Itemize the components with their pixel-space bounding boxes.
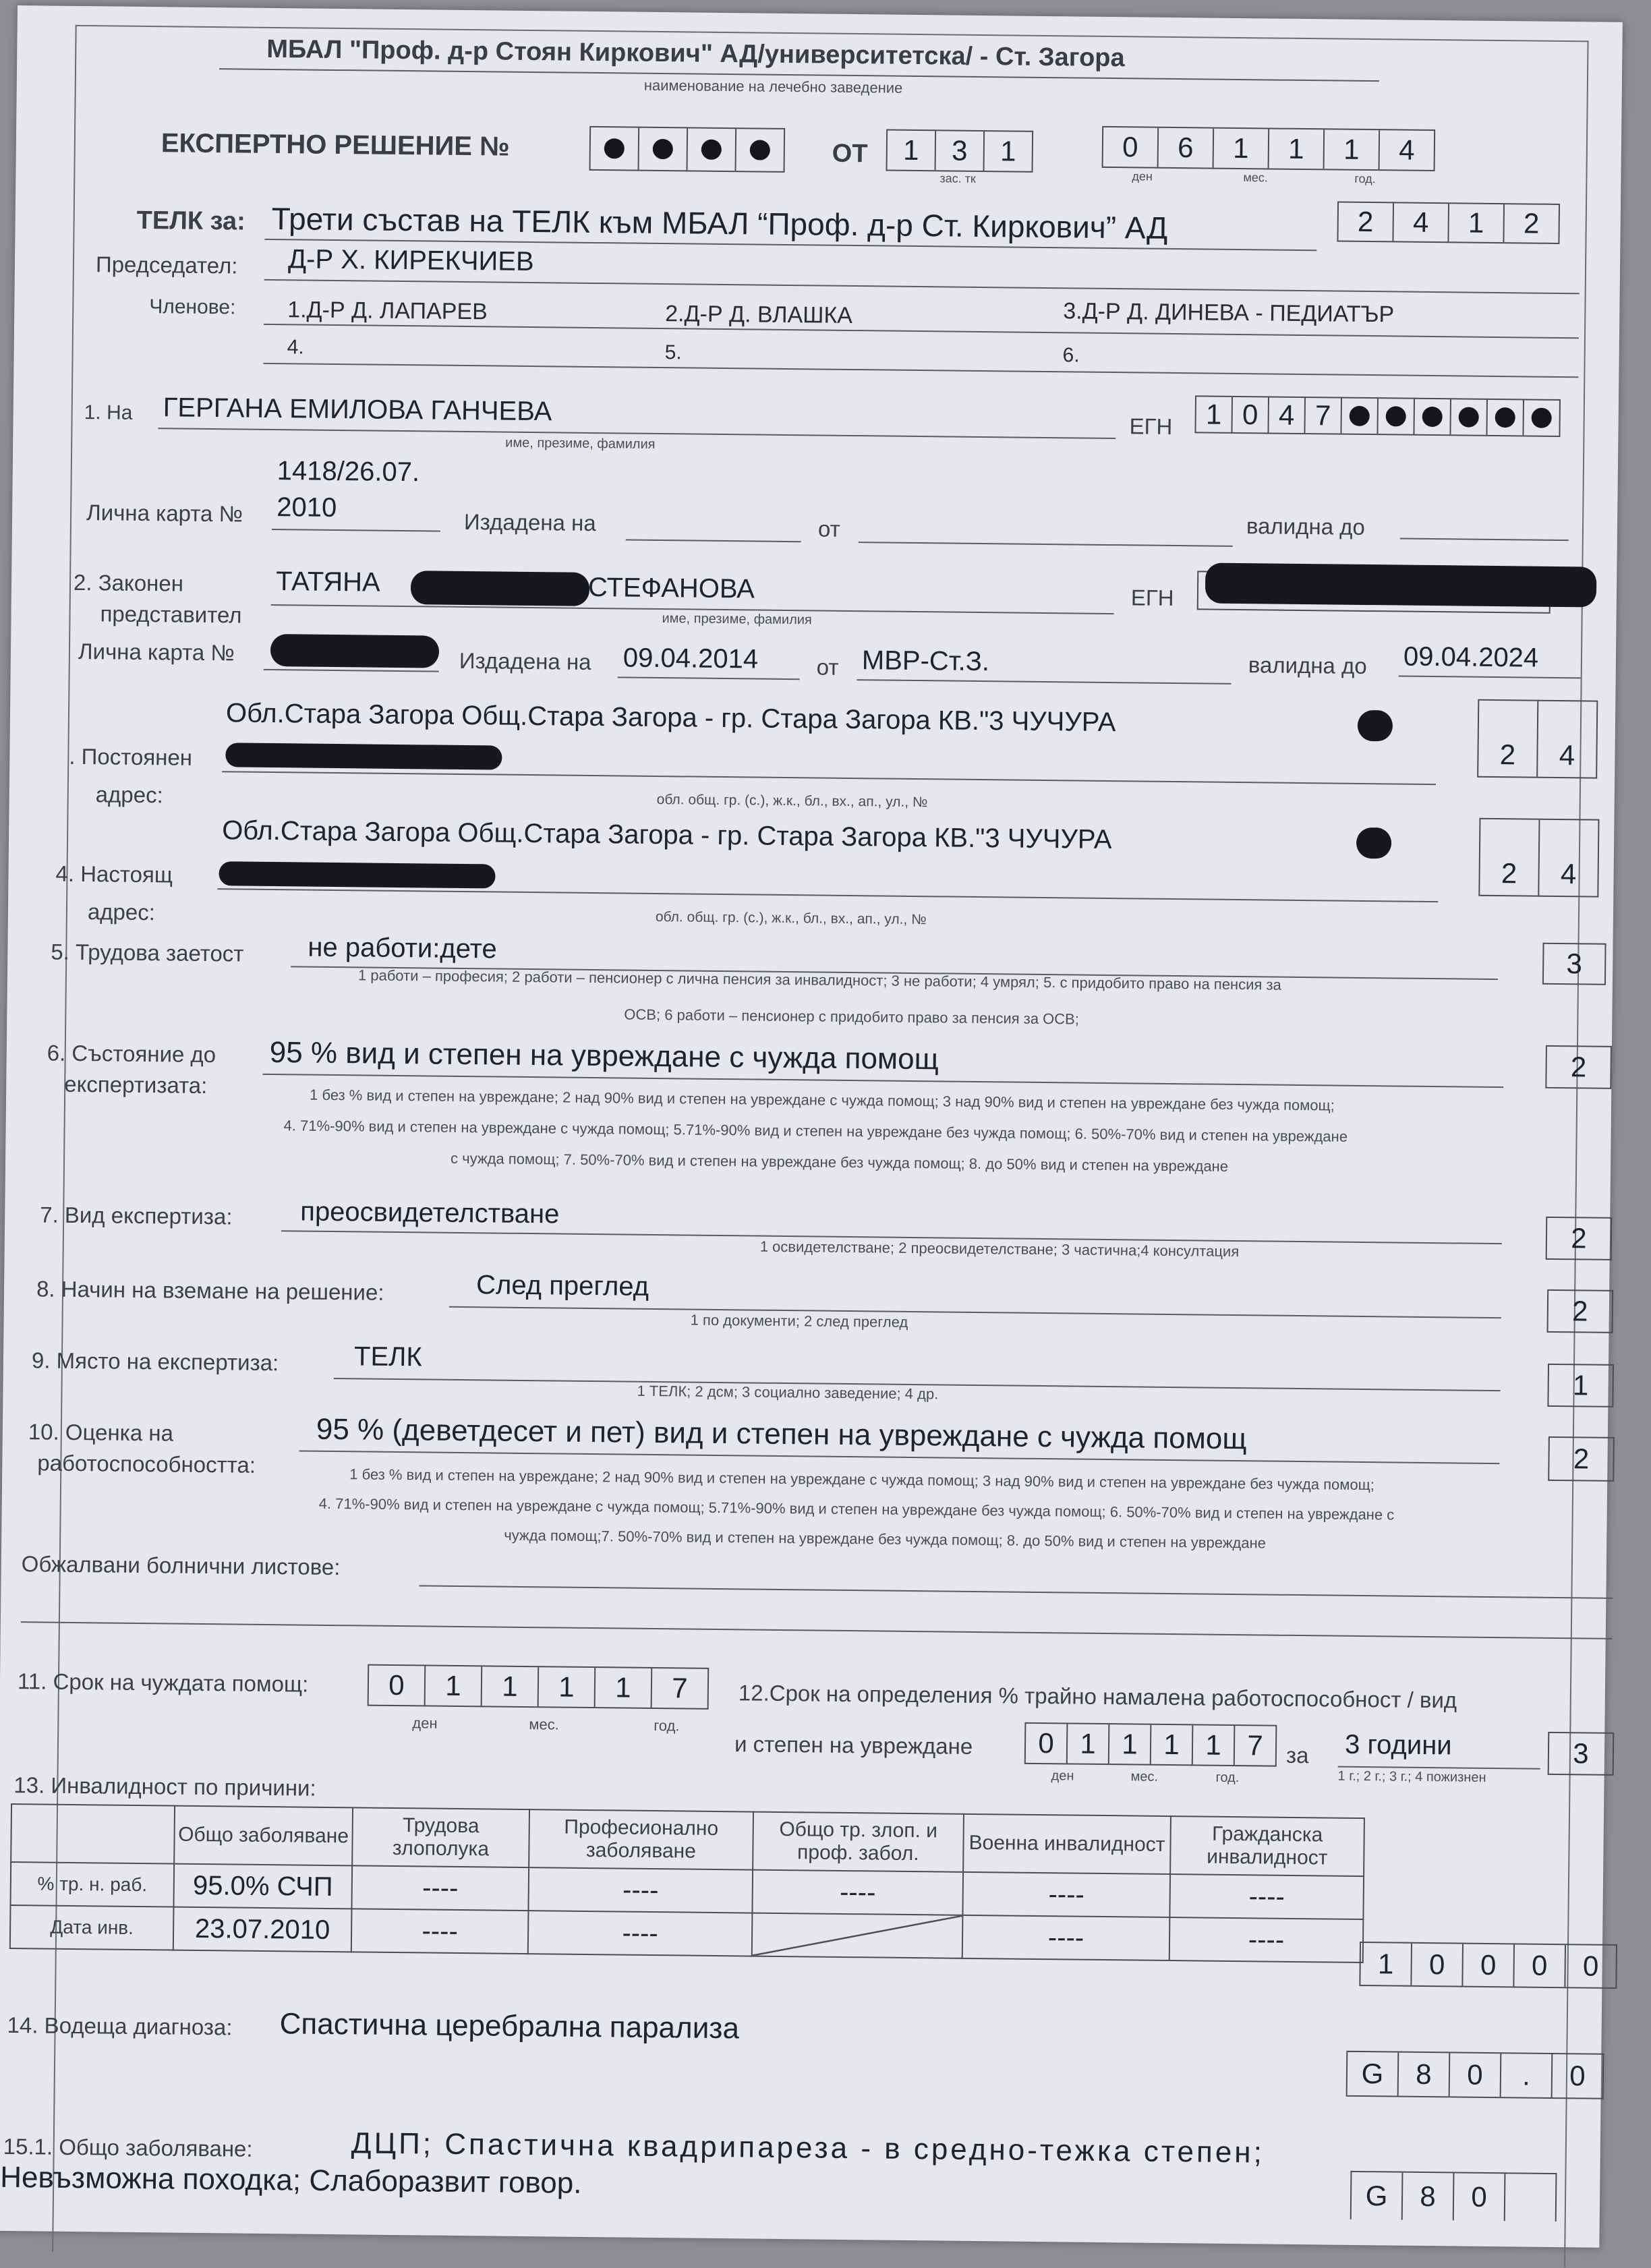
redacted-digit: [1459, 407, 1479, 427]
chairman-name: Д-Р Х. КИРЕКЧИЕВ: [287, 244, 534, 277]
date-caption-month: мес.: [1243, 171, 1268, 185]
disability-code-box: 1 0 0 0 0: [1359, 1942, 1617, 1989]
table-cell: ----: [962, 1915, 1170, 1960]
representative-egn-label: ЕГН: [1130, 585, 1174, 611]
table-cell: 95.0% СЧП: [173, 1864, 352, 1909]
determination-caption-day: ден: [1051, 1768, 1074, 1784]
person-from-label: от: [817, 516, 840, 542]
expertise-type-legend: 1 освидетелстване; 2 преосвидетелстване; 3 частична;4 консултация: [759, 1238, 1240, 1260]
header-combined: Общо тр. злоп. и проф. забол.: [753, 1812, 964, 1872]
decision-date-box: 0 6 1 1 1 4: [1102, 126, 1436, 171]
person-egn-box: 1 0 4 7: [1194, 395, 1561, 437]
institution-name: МБАЛ "Проф. д-р Стоян Киркович" АД/университетска/ - Ст. Загора: [266, 34, 1125, 73]
redacted-egn: [1205, 562, 1597, 607]
representative-label-2: представител: [100, 601, 242, 628]
work-capacity-legend-2: 4. 71%-90% вид и степен на увреждане с чужда помощ; 5.71%-90% вид и степен на увреждане без чужда помощ; 6. 50%-70% вид и степен на увреждане с: [318, 1494, 1395, 1523]
representative-issued-on: 09.04.2014: [622, 643, 759, 674]
redacted-digit: [1495, 407, 1515, 428]
table-cell: ----: [752, 1870, 963, 1915]
person-name-caption: име, презиме, фамилия: [505, 435, 656, 452]
employment-code-box: 3: [1542, 943, 1606, 985]
current-label-2: адрес:: [87, 899, 156, 925]
member-1: 1.Д-Р Д. ЛАПАРЕВ: [287, 297, 488, 325]
redacted-middle-name: [411, 571, 590, 606]
representative-issued-label: Издадена на: [459, 647, 591, 674]
telk-label: ТЕЛК за:: [136, 206, 246, 236]
redacted-current-number: [1356, 827, 1391, 859]
permanent-code-box: 2 4: [1477, 699, 1598, 779]
table-cell: ----: [962, 1872, 1170, 1917]
person-name: ГЕРГАНА ЕМИЛОВА ГАНЧЕВА: [163, 392, 552, 427]
decision-method-code-box: 2: [1547, 1289, 1614, 1333]
redacted-digit: [750, 140, 770, 160]
work-capacity-code-box: 2: [1548, 1436, 1615, 1482]
determination-period-legend: 1 г.; 2 г.; 3 г.; 4 пожизнен: [1337, 1768, 1486, 1785]
work-capacity-label-2: работоспособността:: [37, 1450, 256, 1478]
person-egn-label: ЕГН: [1129, 413, 1173, 439]
header-general-disease: Общо заболяване: [174, 1806, 353, 1866]
redacted-digit: [1532, 408, 1552, 428]
current-caption: обл. общ. гр. (с.), ж.к., бл., вх., ап., ул., №: [655, 908, 927, 928]
state-legend-2: 4. 71%-90% вид и степен на увреждане с чужда помощ; 5.71%-90% вид и степен на увреждане без чужда помощ; 6. 50%-70% вид и степен на увреждане: [283, 1117, 1348, 1145]
permanent-address: Обл.Стара Загора Общ.Стара Загора - гр. Стара Загора КВ."3 ЧУЧУРА: [225, 698, 1116, 738]
determination-term-box: 0 1 1 1 1 7: [1024, 1722, 1277, 1767]
state-legend-3: с чужда помощ; 7. 50%-70% вид и степен на увреждане без чужда помощ; 8. до 50% вид и степен на увреждане: [451, 1149, 1229, 1175]
assistance-term-box: 0 1 1 1 1 7: [368, 1664, 709, 1710]
telk-code-box: 2 4 1 2: [1337, 202, 1560, 244]
determination-caption-month: мес.: [1130, 1769, 1159, 1784]
session-caption: зас. тк: [939, 171, 976, 185]
permanent-label-1: . Постоянен: [69, 743, 193, 770]
employment-legend-1: 1 работи – професия; 2 работи – пенсионер с лична пенсия за инвалидност; 3 не работи; 4 умрял; 5. с придобито право на пенсия за: [357, 966, 1281, 993]
state-value: 95 % вид и степен на увреждане с чужда помощ: [269, 1036, 939, 1076]
redacted-digit: [653, 139, 673, 159]
person-valid-label: валидна до: [1246, 513, 1366, 540]
expertise-place-label: 9. Място на експертиза:: [31, 1347, 279, 1376]
expertise-type-value: преосвидетелстване: [300, 1196, 560, 1229]
table-cell: ----: [351, 1865, 529, 1911]
representative-id-label: Лична карта №: [78, 638, 235, 666]
current-label-1: 4. Настоящ: [55, 861, 173, 888]
redacted-digit: [1350, 406, 1370, 426]
work-capacity-legend-3: чужда помощ;7. 50%-70% вид и степен на увреждане без чужда помощ; 8. до 50% вид и степен на увреждане: [504, 1526, 1267, 1552]
general-disease-code-box: G 8 0: [1350, 2171, 1557, 2221]
row-label-date: Дата инв.: [10, 1905, 174, 1950]
document-sheet: [0, 5, 1623, 2248]
permanent-caption: обл. общ. гр. (с.), ж.к., бл., вх., ап., ул., №: [656, 791, 928, 811]
expertise-type-label: 7. Вид експертиза:: [40, 1202, 233, 1229]
state-label-1: 6. Състояние до: [47, 1040, 216, 1068]
person-label: 1. На: [84, 401, 133, 424]
member-5: 5.: [664, 341, 682, 364]
date-caption-year: год.: [1354, 171, 1376, 186]
general-disease-label: 15.1. Общо заболяване:: [3, 2133, 253, 2161]
person-id-line1: 1418/26.07.: [277, 456, 420, 488]
employment-value: не работи:дете: [308, 932, 497, 964]
disability-table: [9, 1803, 1365, 1963]
state-code-box: 2: [1545, 1045, 1612, 1089]
representative-last-name: СТЕФАНОВА: [587, 572, 755, 604]
permanent-label-2: адрес:: [95, 782, 163, 808]
session-number-box: 1 3 1: [886, 129, 1033, 172]
representative-valid-until: 09.04.2024: [1403, 641, 1539, 673]
determination-code-box: 3: [1548, 1732, 1615, 1776]
diagnosis-code-box: G 8 0 . 0: [1346, 2051, 1604, 2099]
representative-name-caption: име, презиме, фамилия: [662, 611, 812, 628]
header-work-accident: Трудова злополука: [352, 1807, 529, 1867]
redacted-digit: [1422, 407, 1443, 427]
members-label: Членове:: [149, 295, 236, 319]
state-label-2: експертизата:: [64, 1071, 208, 1099]
diagnosis-label: 14. Водеща диагноза:: [7, 2012, 233, 2040]
member-2: 2.Д-Р Д. ВЛАШКА: [665, 301, 853, 328]
redacted-digit: [1386, 406, 1406, 426]
employment-legend-2: ОСВ; 6 работи – пенсионер с придобито право за пенсия за ОСВ;: [624, 1006, 1080, 1028]
expertise-place-value: ТЕЛК: [353, 1341, 422, 1372]
determination-caption-year: год.: [1215, 1770, 1240, 1786]
general-disease-text-2: Невъзможна походка; Слаборазвит говор.: [0, 2160, 582, 2200]
decision-number-box: [589, 126, 785, 173]
appealed-label: Обжалвани болнични листове:: [21, 1551, 341, 1580]
assistance-caption-year: год.: [654, 1717, 680, 1735]
work-capacity-legend-1: 1 без % вид и степен на увреждане; 2 над 90% вид и степен на увреждане с чужда помощ; 3 над 90% вид и степен на увреждане без чужда помощ;: [349, 1465, 1375, 1494]
member-6: 6.: [1062, 344, 1080, 367]
diagnosis-value: Спастична церебрална парализа: [279, 2007, 740, 2045]
decision-method-legend: 1 по документи; 2 след преглед: [690, 1311, 908, 1331]
table-cell: ----: [528, 1911, 753, 1956]
decision-method-label: 8. Начин на вземане на решение:: [36, 1276, 384, 1305]
redacted-digit: [701, 140, 722, 160]
chairman-label: Председател:: [95, 252, 238, 279]
table-cell: ----: [528, 1867, 753, 1913]
assistance-term-label: 11. Срок на чуждата помощ:: [17, 1668, 309, 1697]
decision-method-value: След преглед: [475, 1270, 649, 1302]
redacted-permanent-street: [225, 743, 502, 769]
determination-period: 3 години: [1344, 1729, 1452, 1761]
person-id-line2: 2010: [276, 492, 337, 523]
table-cell: ----: [351, 1909, 529, 1954]
representative-valid-label: валидна до: [1248, 652, 1367, 679]
assistance-caption-month: мес.: [529, 1716, 559, 1733]
expertise-type-code-box: 2: [1546, 1217, 1613, 1260]
decision-title: ЕКСПЕРТНО РЕШЕНИЕ №: [161, 128, 510, 162]
state-legend-1: 1 без % вид и степен на увреждане; 2 над 90% вид и степен на увреждане с чужда помощ; 3 над 90% вид и степен на увреждане без чужда помощ;: [309, 1086, 1335, 1114]
member-4: 4.: [287, 336, 304, 359]
redacted-digit: [604, 138, 625, 158]
redacted-permanent-number: [1358, 710, 1393, 742]
table-cell-crossed: [752, 1913, 963, 1958]
employment-label: 5. Трудова заетост: [51, 939, 244, 966]
redacted-id-number: [270, 634, 439, 668]
expertise-place-code-box: 1: [1547, 1364, 1614, 1407]
representative-issued-by: МВР-Ст.З.: [861, 645, 990, 677]
person-id-label: Лична карта №: [86, 500, 243, 527]
row-label-percent: % тр. н. раб.: [10, 1862, 174, 1907]
general-disease-text-1: ДЦП; Спастична квадрипареза - в средно-тежка степен;: [351, 2126, 1265, 2170]
determination-term-label-1: 12.Срок на определения % трайно намалена работоспособност / вид: [738, 1680, 1457, 1713]
expertise-place-legend: 1 ТЕЛК; 2 дсм; 3 социално заведение; 4 др.: [637, 1382, 939, 1403]
person-issued-label: Издадена на: [463, 508, 596, 536]
determination-term-label-2: и степен на увреждане: [734, 1731, 973, 1759]
representative-label-1: 2. Законен: [73, 569, 184, 596]
work-capacity-label-1: 10. Оценка на: [28, 1419, 174, 1446]
current-code-box: 2 4: [1478, 818, 1599, 898]
redacted-current-street: [219, 861, 495, 888]
header-military: Военна инвалидност: [963, 1814, 1171, 1874]
assistance-caption-day: ден: [412, 1714, 438, 1732]
representative-from-label: от: [816, 654, 839, 680]
telk-value: Трети състав на ТЕЛК към МБАЛ “Проф. д-р Ст. Киркович” АД: [271, 200, 1168, 245]
table-cell: ----: [1169, 1874, 1364, 1919]
disability-table-title: 13. Инвалидност по причини:: [13, 1772, 316, 1801]
date-caption-day: ден: [1132, 169, 1153, 183]
determination-for-label: за: [1285, 1742, 1309, 1768]
header-civil: Гражданска инвалидност: [1170, 1816, 1364, 1876]
from-label: ОТ: [832, 139, 868, 169]
member-3: 3.Д-Р Д. ДИНЕВА - ПЕДИАТЪР: [1063, 298, 1395, 328]
representative-first-name: ТАТЯНА: [275, 566, 380, 598]
table-cell: ----: [1169, 1917, 1364, 1962]
table-cell: 23.07.2010: [173, 1907, 352, 1952]
header-professional-disease: Професионално заболяване: [529, 1809, 753, 1869]
work-capacity-value: 95 % (деветдесет и пет) вид и степен на увреждане с чужда помощ: [316, 1412, 1247, 1456]
institution-caption: наименование на лечебно заведение: [643, 76, 903, 96]
current-address: Обл.Стара Загора Общ.Стара Загора - гр. Стара Загора КВ."3 ЧУЧУРА: [221, 815, 1112, 855]
